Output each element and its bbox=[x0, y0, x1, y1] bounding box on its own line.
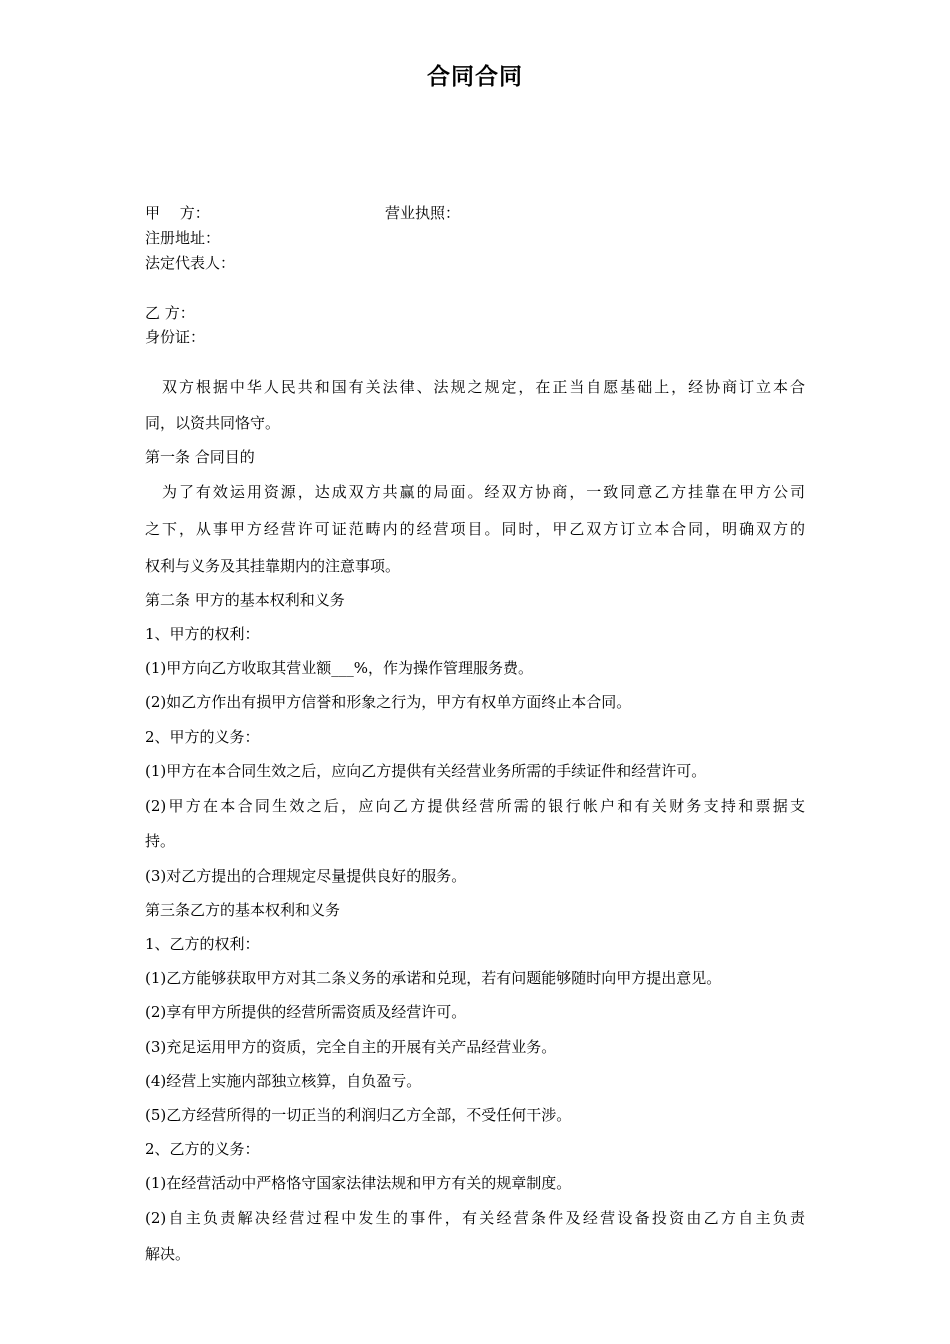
article-3-title: 第三条乙方的基本权利和义务 bbox=[145, 901, 341, 919]
party-b-duty-1: (1)在经营活动中严格恪守国家法律法规和甲方有关的规章制度。 bbox=[145, 1174, 572, 1192]
party-b-label: 乙 方： bbox=[145, 304, 195, 322]
id-card-label: 身份证： bbox=[145, 328, 206, 346]
legal-representative-label: 法定代表人： bbox=[145, 254, 236, 272]
party-a-duty-3: (3)对乙方提出的合理规定尽量提供良好的服务。 bbox=[145, 867, 467, 885]
party-b-duties-title: 2、乙方的义务： bbox=[145, 1140, 260, 1158]
party-b-right-4: (4)经营上实施内部独立核算，自负盈亏。 bbox=[145, 1072, 422, 1090]
article-1-line-1: 为了有效运用资源，达成双方共赢的局面。经双方协商，一致同意乙方挂靠在甲方公司 bbox=[145, 483, 805, 501]
party-b-right-5: (5)乙方经营所得的一切正当的利润归乙方全部，不受任何干涉。 bbox=[145, 1106, 572, 1124]
party-a-right-1: (1)甲方向乙方收取其营业额___%，作为操作管理服务费。 bbox=[145, 659, 534, 677]
document-title: 合同合同 bbox=[427, 64, 523, 90]
business-license-label: 营业执照： bbox=[385, 204, 461, 222]
party-a-duties-title: 2、甲方的义务： bbox=[145, 728, 260, 746]
article-1-line-2: 之下，从事甲方经营许可证范畴内的经营项目。同时，甲乙双方订立本合同，明确双方的 bbox=[145, 520, 805, 538]
article-1-line-3: 权利与义务及其挂靠期内的注意事项。 bbox=[145, 557, 401, 575]
intro-line-2: 同，以资共同恪守。 bbox=[145, 414, 281, 432]
party-a-duty-1: (1)甲方在本合同生效之后，应向乙方提供有关经营业务所需的手续证件和经营许可。 bbox=[145, 762, 707, 780]
party-a-label: 甲 方： bbox=[145, 204, 210, 222]
party-b-right-3: (3)充足运用甲方的资质，完全自主的开展有关产品经营业务。 bbox=[145, 1038, 557, 1056]
party-a-rights-title: 1、甲方的权利： bbox=[145, 625, 260, 643]
party-a-duty-2-line-1: (2)甲方在本合同生效之后，应向乙方提供经营所需的银行帐户和有关财务支持和票据支 bbox=[145, 797, 805, 815]
party-b-rights-title: 1、乙方的权利： bbox=[145, 935, 260, 953]
registered-address-label: 注册地址： bbox=[145, 229, 221, 247]
party-a-duty-2-line-2: 持。 bbox=[145, 832, 176, 850]
party-b-duty-2-line-2: 解决。 bbox=[145, 1245, 191, 1263]
party-b-right-2: (2)享有甲方所提供的经营所需资质及经营许可。 bbox=[145, 1003, 467, 1021]
party-a-right-2: (2)如乙方作出有损甲方信誉和形象之行为，甲方有权单方面终止本合同。 bbox=[145, 693, 632, 711]
article-2-title: 第二条 甲方的基本权利和义务 bbox=[145, 591, 345, 609]
intro-line-1: 双方根据中华人民共和国有关法律、法规之规定，在正当自愿基础上，经协商订立本合 bbox=[145, 378, 805, 396]
article-1-title: 第一条 合同目的 bbox=[145, 448, 255, 466]
party-b-duty-2-line-1: (2)自主负责解决经营过程中发生的事件，有关经营条件及经营设备投资由乙方自主负责 bbox=[145, 1209, 805, 1227]
party-b-right-1: (1)乙方能够获取甲方对其二条义务的承诺和兑现，若有问题能够随时向甲方提出意见。 bbox=[145, 969, 722, 987]
